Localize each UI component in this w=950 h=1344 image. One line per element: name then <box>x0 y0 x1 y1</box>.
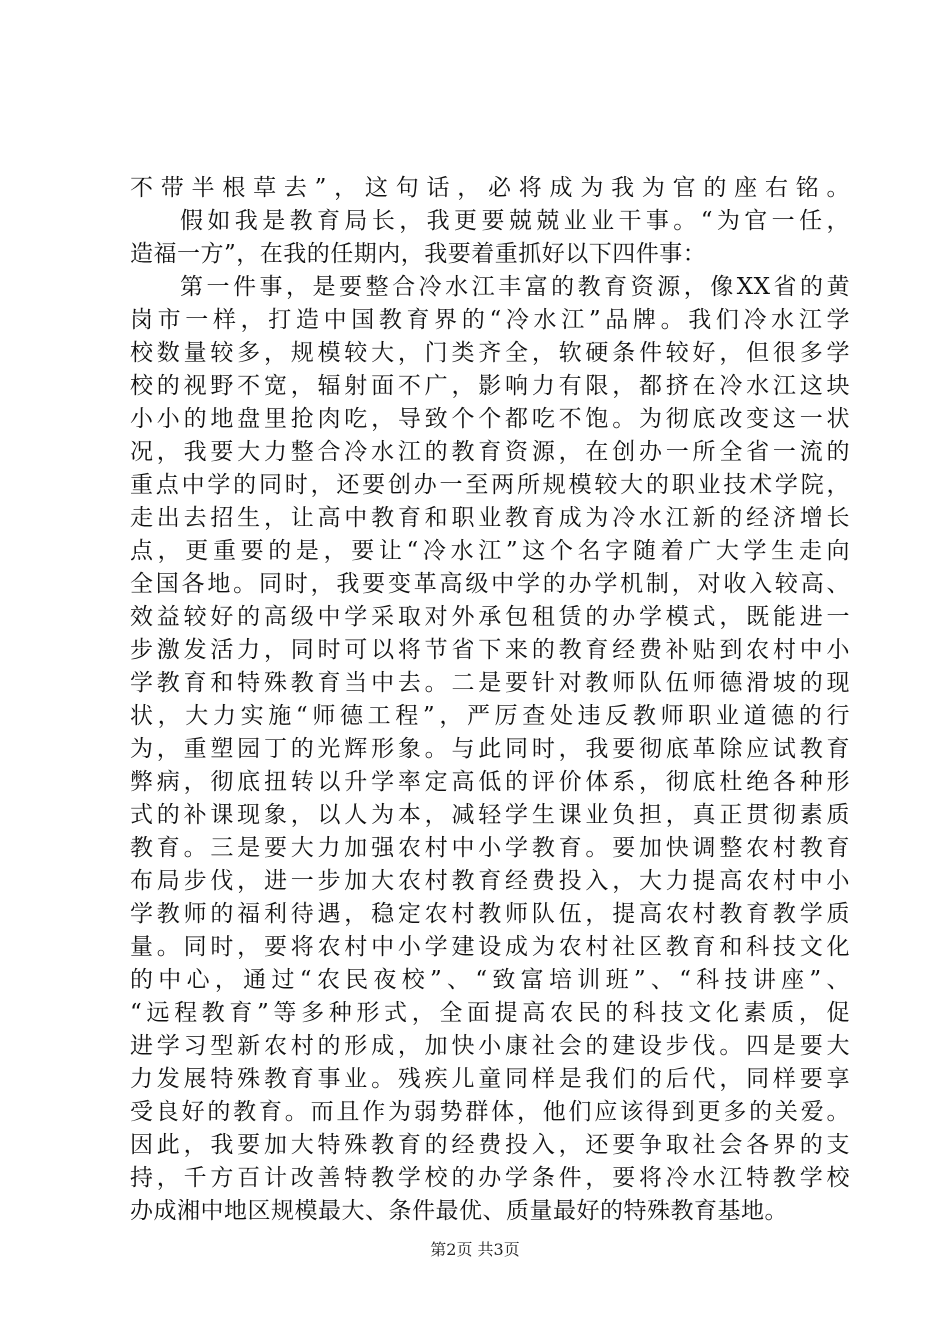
text-line: 点，更重要的是，要让“冷水江”这个名字随着广大学生走向 <box>130 538 850 564</box>
text-line: 全国各地。同时，我要变革高级中学的办学机制，对收入较高、 <box>130 571 850 597</box>
text-line: “远程教育”等多种形式，全面提高农民的科技文化素质，促 <box>130 1000 850 1026</box>
text-line: 重点中学的同时，还要创办一至两所规模较大的职业技术学院， <box>130 472 850 498</box>
text-line: 学教师的福利待遇，稳定农村教师队伍，提高农村教育教学质 <box>130 901 850 927</box>
text-line: 状，大力实施“师德工程”，严厉查处违反教师职业道德的行 <box>130 703 850 729</box>
text-line: 不带半根草去”，这句话，必将成为我为官的座右铭。 <box>130 175 850 201</box>
text-line: 办成湘中地区规模最大、条件最优、质量最好的特殊教育基地。 <box>130 1198 788 1224</box>
text-line: 因此，我要加大特殊教育的经费投入，还要争取社会各界的支 <box>130 1132 850 1158</box>
page-number-footer: 第2页 共3页 <box>430 1240 520 1259</box>
text-line: 岗市一样，打造中国教育界的“冷水江”品牌。我们冷水江学 <box>130 307 850 333</box>
text-line: 量。同时，要将农村中小学建设成为农村社区教育和科技文化 <box>130 934 850 960</box>
text-line: 走出去招生，让高中教育和职业教育成为冷水江新的经济增长 <box>130 505 850 531</box>
text-line: 况，我要大力整合冷水江的教育资源，在创办一所全省一流的 <box>130 439 850 465</box>
text-line: 持，千方百计改善特教学校的办学条件，要将冷水江特教学校 <box>130 1165 850 1191</box>
paragraph-first-line: 第一件事，是要整合冷水江丰富的教育资源，像XX省的黄 <box>180 274 850 300</box>
text-line: 小小的地盘里抢肉吃，导致个个都吃不饱。为彻底改变这一状 <box>130 406 850 432</box>
text-line: 校的视野不宽，辐射面不广，影响力有限，都挤在冷水江这块 <box>130 373 850 399</box>
text-line: 教育。三是要大力加强农村中小学教育。要加快调整农村教育 <box>130 835 850 861</box>
text-line: 进学习型新农村的形成，加快小康社会的建设步伐。四是要大 <box>130 1033 850 1059</box>
text-line: 为，重塑园丁的光辉形象。与此同时，我要彻底革除应试教育 <box>130 736 850 762</box>
text-line: 造福一方”，在我的任期内，我要着重抓好以下四件事： <box>130 241 707 267</box>
text-line: 步激发活力，同时可以将节省下来的教育经费补贴到农村中小 <box>130 637 850 663</box>
document-body <box>130 172 850 1228</box>
paragraph-first-line: 假如我是教育局长，我更要兢兢业业干事。“为官一任， <box>180 208 850 234</box>
text-line: 布局步伐，进一步加大农村教育经费投入，大力提高农村中小 <box>130 868 850 894</box>
text-line: 校数量较多，规模较大，门类齐全，软硬条件较好，但很多学 <box>130 340 850 366</box>
text-line: 力发展特殊教育事业。残疾儿童同样是我们的后代，同样要享 <box>130 1066 850 1092</box>
text-line: 受良好的教育。而且作为弱势群体，他们应该得到更多的关爱。 <box>130 1099 850 1125</box>
text-line: 效益较好的高级中学采取对外承包租赁的办学模式，既能进一 <box>130 604 850 630</box>
text-line: 的中心，通过“农民夜校”、“致富培训班”、“科技讲座”、 <box>130 967 850 993</box>
text-line: 学教育和特殊教育当中去。二是要针对教师队伍师德滑坡的现 <box>130 670 850 696</box>
text-line: 弊病，彻底扭转以升学率定高低的评价体系，彻底杜绝各种形 <box>130 769 850 795</box>
text-line: 式的补课现象，以人为本，减轻学生课业负担，真正贯彻素质 <box>130 802 850 828</box>
